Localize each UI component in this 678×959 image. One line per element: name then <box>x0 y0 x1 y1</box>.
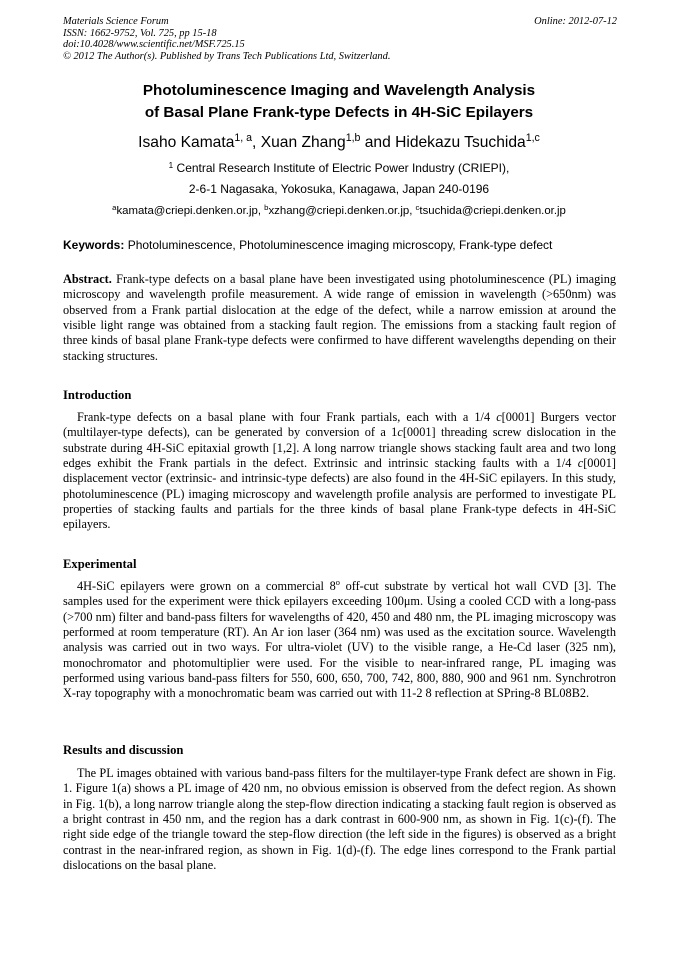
keywords-text: Photoluminescence, Photoluminescence imaging microscopy, Frank-type defect <box>124 238 553 252</box>
author-separator: , <box>252 134 261 151</box>
exp-text-1: 4H-SiC epilayers were grown on a commercial 8 <box>77 579 336 593</box>
author-2: Xuan Zhang <box>260 134 346 151</box>
journal-header <box>63 16 617 62</box>
author-list <box>40 133 638 153</box>
author-3-affil: 1,c <box>525 132 540 145</box>
email-line <box>40 203 638 219</box>
online-date: Online: 2012-07-12 <box>534 16 617 27</box>
results-heading: Results and discussion <box>63 743 184 757</box>
introduction-heading: Introduction <box>63 388 132 402</box>
intro-c-1: c <box>496 410 502 424</box>
intro-text-4: [0001] displacement vector (extrinsic- and intrinsic-type defects) are also found in the 4H-SiC epilayers. In this study, photoluminescence (PL) imaging microscopy and wavelength profile analysis are performed to investigate PL properties of stacking faults and partials for the three kinds of basal plane Frank-type defects in 4H-SiC epilayers. <box>63 456 616 532</box>
email-marker-c: c <box>415 202 420 212</box>
keywords <box>63 237 618 253</box>
abstract-label: Abstract. <box>63 272 112 286</box>
author-1: Isaho Kamata <box>138 134 235 151</box>
author-1-affil: 1, a <box>234 132 253 145</box>
intro-text-1: Frank-type defects on a basal plane with four Frank partials, each with a 1/4 <box>77 410 497 424</box>
affiliation-line-2: 2-6-1 Nagasaka, Yokosuka, Kanagawa, Japan 240-0196 <box>188 182 490 196</box>
intro-c-3: c <box>577 456 584 471</box>
author-2-affil: 1,b <box>345 132 361 145</box>
doi-line: doi:10.4028/www.scientific.net/MSF.725.15 <box>63 39 245 51</box>
experimental-heading: Experimental <box>63 557 137 571</box>
email-marker-b: b <box>264 202 269 212</box>
keywords-label: Keywords: <box>63 238 125 252</box>
results-body <box>63 766 616 873</box>
title-line-1: Photoluminescence Imaging and Wavelength Analysis <box>142 82 536 99</box>
abstract <box>63 272 616 364</box>
affiliation-line-1 <box>40 160 638 176</box>
intro-text-2: [0001] Burgers vector (multilayer-type defects), can be generated by conversion of a 1 <box>63 410 617 440</box>
author-separator: and <box>360 134 396 151</box>
affiliation-institute: Central Research Institute of Electric Power Industry (CRIEPI), <box>173 161 510 175</box>
email-c: tsuchida@criepi.denken.or.jp <box>419 205 566 217</box>
journal-name: Materials Science Forum <box>63 16 169 27</box>
intro-text-3: [0001] threading screw dislocation in the substrate during 4H-SiC epitaxial growth [1,2]. A long narrow triangle shows stacking fault area and two long edges exhibit the Frank partials in the defect. Extrinsic and intrinsic stacking faults with a 1/4 <box>63 425 616 471</box>
copyright-line: © 2012 The Author(s). Published by Trans Tech Publications Ltd, Switzerland. <box>63 50 391 62</box>
abstract-text: Frank-type defects on a basal plane have been investigated using photoluminescence (PL) imaging microscopy and wavelength profile measurement. A wide range of emission in wavelength (>650nm) was observed from a Frank partial dislocation at the edge of the defect, while a narrow emission at around the visible light range was obtained from a stacking fault region. The emissions from a stacking fault region of three kinds of basal plane Frank-type defects were confirmed to have different wavelengths depending on their stacking structures. <box>63 272 616 363</box>
intro-c-2: c <box>397 425 403 440</box>
email-marker-a: a <box>112 202 117 212</box>
experimental-body <box>63 579 616 702</box>
email-b: xzhang@criepi.denken.or.jp, <box>268 205 416 217</box>
paper-title <box>40 80 638 124</box>
exp-text-2: off-cut substrate by vertical hot wall CVD [3]. The samples used for the experiment were thick epilayers exceeding 100μm. Using a cooled CCD with a long-pass (>700 nm) filter and band-pass filters for wavelengths of 420, 450 and 480 nm, the PL imaging microscopy was performed at room temperature (RT). An Ar ion laser (364 nm) was used as the excitation source. Wavelength analysis was carried out in two ways. For ultra-violet (UV) to the visible range, a He-Cd laser (325 nm), monochromator and photomultiplier were used. For the visible to near-infrared range, PL imaging was performed using various band-pass filters for 550, 600, 650, 700, 742, 800, 880, 900 and 961 nm. Synchrotron X-ray topography with a monochromatic beam was carried out with 11-2 8 reflection at SPring-8 BL08B2. <box>63 579 616 701</box>
author-3: Hidekazu Tsuchida <box>395 134 526 151</box>
issn-line: ISSN: 1662-9752, Vol. 725, pp 15-18 <box>63 27 217 39</box>
exp-degree: o <box>335 578 340 588</box>
affiliation-marker: 1 <box>168 160 174 170</box>
results-text: The PL images obtained with various band-pass filters for the multilayer-type Frank defect are shown in Fig. 1. Figure 1(a) shows a PL image of 420 nm, no obvious emission is observed from the defect region. As shown in Fig. 1(b), a long narrow triangle along the step-flow direction indicating a stacking fault region is observed as a bright contrast in 450 nm, and the region has a dark contrast in 600-900 nm, as shown in Fig. 1(c)-(f). The right side edge of the triangle toward the step-flow direction (the left side in the figures) is observed as a bright contrast in the near-infrared region, as shown in Fig. 1(d)-(f). The edge lines correspond to the Frank partial dislocations on the basal plane. <box>63 766 616 873</box>
title-line-2: of Basal Plane Frank-type Defects in 4H-SiC Epilayers <box>144 104 534 121</box>
introduction-body <box>63 410 616 533</box>
email-a: kamata@criepi.denken.or.jp, <box>116 205 265 217</box>
